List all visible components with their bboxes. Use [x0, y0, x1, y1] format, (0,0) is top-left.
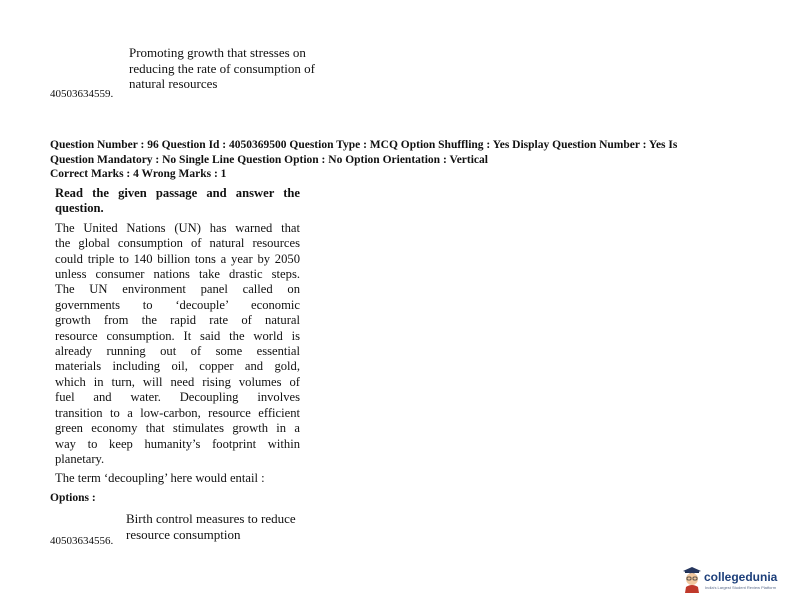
options-label: Options : [50, 492, 96, 504]
option-id-top: 40503634559. [50, 88, 114, 100]
question-prompt: The term ‘decoupling’ here would entail : [55, 471, 265, 486]
passage-line: way to keep humanity’s footprint within [55, 436, 300, 451]
instruction-line: Read the given passage and answer the [55, 186, 300, 200]
passage-line: resource consumption. It said the world is [55, 328, 300, 343]
passage-line: The UN environment panel called on [55, 282, 300, 297]
passage-line: governments to ‘decouple’ economic [55, 297, 300, 312]
question-meta-line-2: Question Mandatory : No Single Line Question Option : No Option Orientation : Vertical [50, 153, 488, 166]
passage-line: could triple to 140 billion tons a year by 2050 [55, 251, 300, 266]
option-line: reducing the rate of consumption of [129, 60, 315, 76]
option-line: Promoting growth that stresses on [129, 45, 306, 60]
passage-line: the global consumption of natural resources [55, 236, 300, 251]
question-meta-line-1: Question Number : 96 Question Id : 4050369500 Question Type : MCQ Option Shuffling : Yes Display Question Number : Yes Is [50, 139, 678, 151]
passage-line: fuel and water. Decoupling involves [55, 390, 300, 405]
option-line: Birth control measures to reduce [126, 511, 296, 526]
question-meta [50, 138, 677, 182]
student-mascot-icon [682, 567, 704, 593]
passage-line: transition to a low-carbon, resource efficient [55, 405, 300, 420]
passage-line: unless consumer nations take drastic steps. [55, 267, 300, 282]
option-line: resource consumption [126, 526, 241, 542]
passage-line: green economy that stimulates growth in a [55, 421, 300, 436]
passage-line: which in turn, will need rising volumes of [55, 374, 300, 389]
passage-line: planetary. [55, 451, 105, 466]
passage-line: already running out of some essential [55, 344, 300, 359]
passage-line: materials including oil, copper and gold, [55, 359, 300, 374]
option-line: natural resources [129, 76, 218, 91]
question-meta-line-3: Correct Marks : 4 Wrong Marks : 1 [50, 168, 227, 180]
passage-line: The United Nations (UN) has warned that [55, 220, 300, 235]
logo-tagline: India's Largest Student Review Platform [705, 585, 777, 590]
instruction-line: question. [55, 201, 104, 216]
option-text-bottom [126, 511, 296, 542]
option-text-top [129, 45, 315, 92]
passage-line: growth from the rapid rate of natural [55, 313, 300, 328]
question-passage [55, 186, 300, 487]
collegedunia-logo [682, 567, 792, 597]
option-id-bottom: 40503634556. [50, 535, 114, 547]
logo-wordmark: collegedunia [704, 570, 778, 584]
